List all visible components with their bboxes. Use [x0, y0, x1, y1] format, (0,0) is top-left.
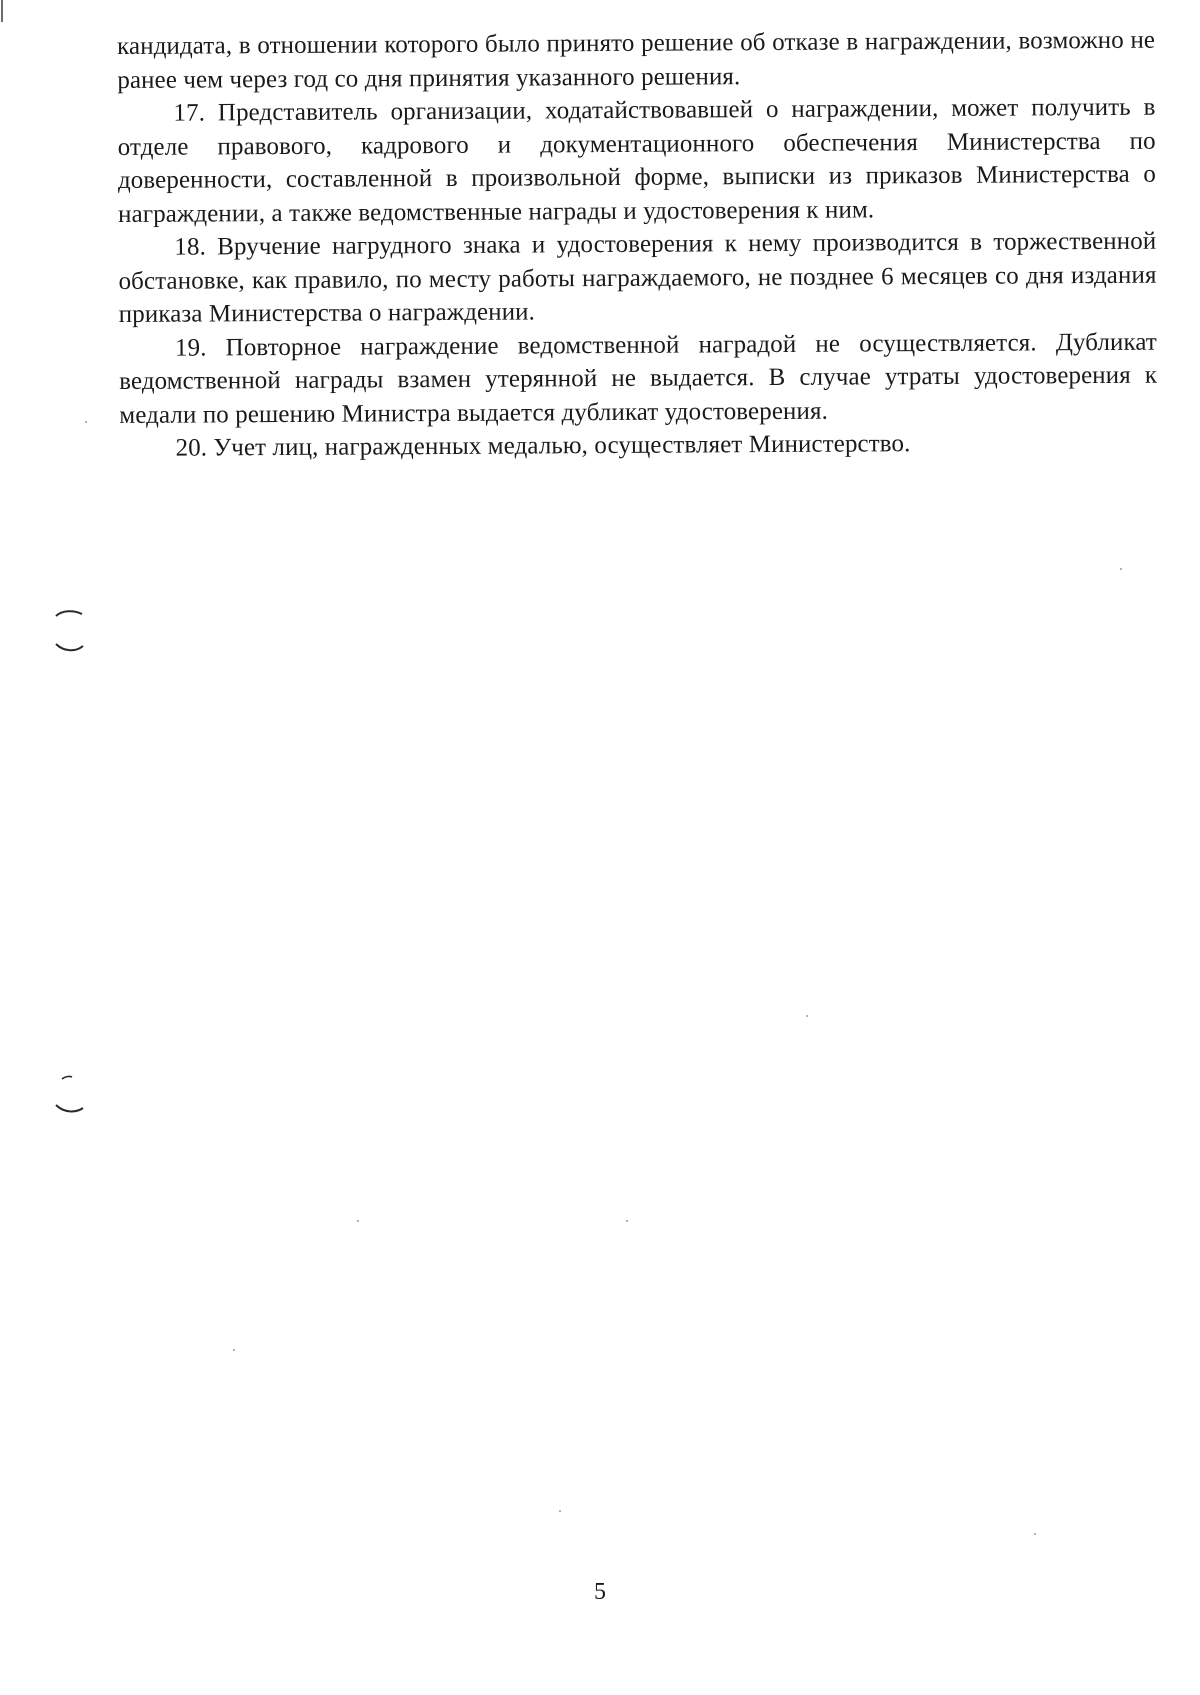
scan-edge-mark [1, 0, 3, 22]
paragraph-item-20: 20. Учет лиц, награжденных медалью, осуществляет Министерство. [175, 430, 911, 462]
document-body [117, 24, 1158, 466]
paragraph-continuation: кандидата, в отношении которого было принято решение об отказе в награждении, возможно не ранее чем через год со дня принятия указанного решения. [117, 26, 1156, 94]
scan-speck [357, 1220, 359, 1222]
scan-speck [85, 421, 87, 423]
scan-speck [559, 1510, 561, 1512]
punch-hole-bottom [52, 1073, 86, 1117]
scan-speck [1034, 1533, 1036, 1535]
scan-speck [806, 1015, 808, 1017]
page-number: 5 [594, 1579, 606, 1605]
paragraph-item-19: 19. Повторное награждение ведомственной наградой не осуществляется. Дубликат ведомственной награды взамен утерянной не выдается. В случае утраты удостоверения к медали по решению Министра выдается дубликат удостоверения. [119, 328, 1158, 429]
punch-hole-top [52, 608, 86, 652]
scan-speck [1120, 568, 1122, 570]
scan-speck [233, 1349, 235, 1351]
paragraph-item-17: 17. Представитель организации, ходатайствовавшей о награждении, может получить в отделе правового, кадрового и документационного обеспечения Министерства по доверенности, составленной в произвольной форме, выписки из приказов Министерства о награждении, а также ведомственные награды и удостоверения к ним. [117, 93, 1156, 228]
scan-speck [626, 1220, 628, 1222]
paragraph-item-18: 18. Вручение нагрудного знака и удостоверения к нему производится в торжественной обстановке, как правило, по месту работы награждаемого, не позднее 6 месяцев со дня издания приказа Министерства о награждении. [118, 227, 1157, 328]
